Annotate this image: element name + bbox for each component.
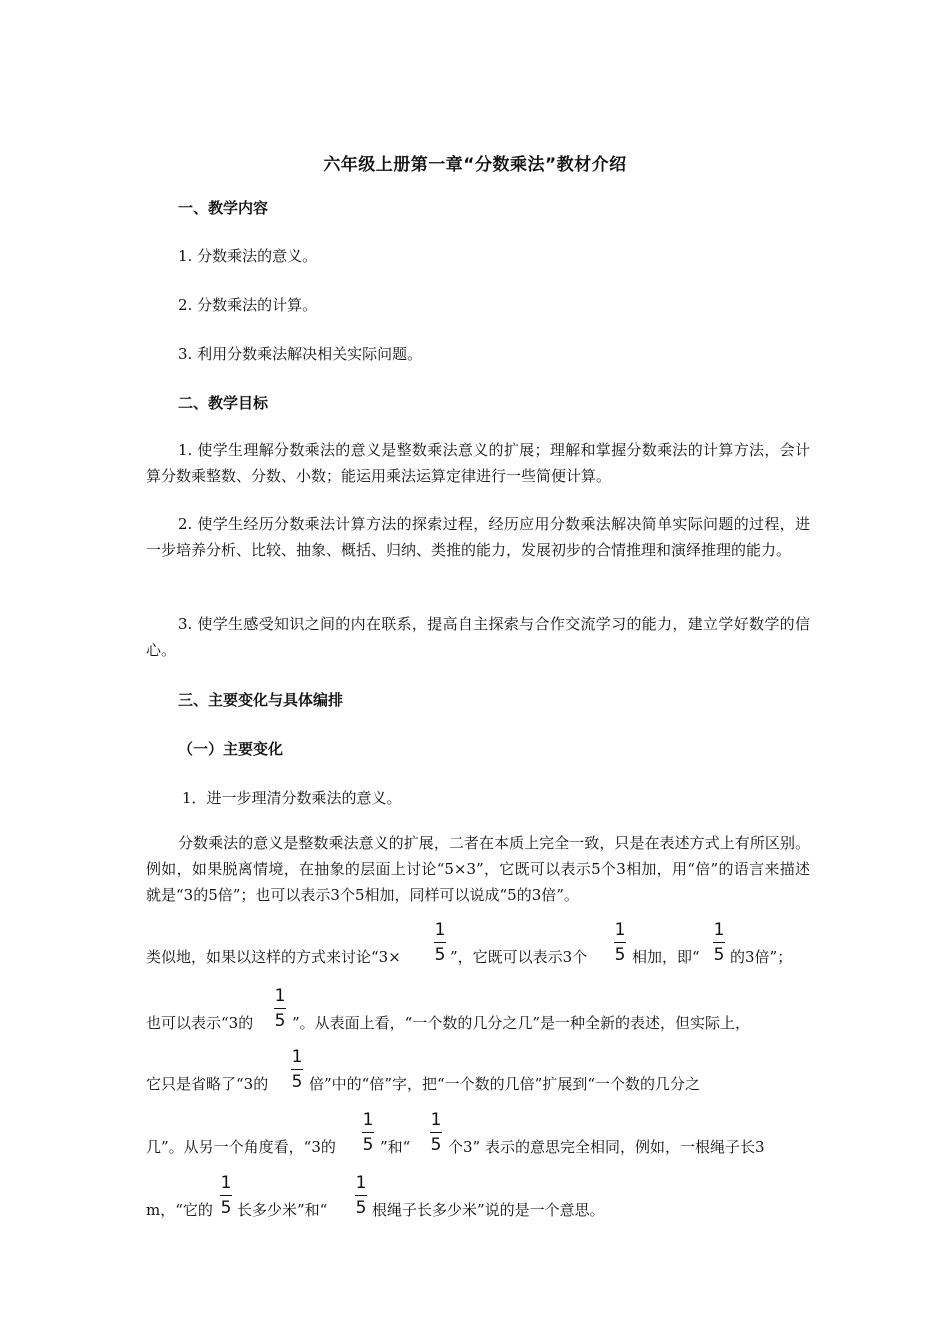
text-line-1b: ”，它既可以表示3个 <box>450 948 588 966</box>
text-line-4c: 个3” 表示的意思完全相同，例如，一根绳子长3 <box>448 1138 765 1156</box>
fraction-one-fifth: 1 5 <box>291 1047 303 1092</box>
text-line-5c: 根绳子长多少米”说的是一个意思。 <box>372 1201 605 1219</box>
fraction-one-fifth: 1 5 <box>713 920 725 965</box>
subsection-heading: （一）主要变化 <box>178 740 284 758</box>
change-item-1: 1．进一步理清分数乘法的意义。 <box>182 789 402 807</box>
fraction-one-fifth: 1 5 <box>614 920 626 965</box>
section-heading-goals: 二、教学目标 <box>178 394 269 412</box>
text-line-1d: 的3倍”； <box>730 948 793 966</box>
text-line-4a: 几”。从另一个角度看，“3的 <box>146 1138 336 1156</box>
text-line-5a: m，“它的 <box>146 1201 213 1219</box>
text-line-3a: 它只是省略了“3的 <box>146 1075 269 1093</box>
fraction-one-fifth: 1 5 <box>434 920 446 965</box>
content-item-3: 3. 利用分数乘法解决相关实际问题。 <box>178 345 423 363</box>
goal-paragraph-2: 2. 使学生经历分数乘法计算方法的探索过程，经历应用分数乘法解决简单实际问题的过程，进一步培养分析、比较、抽象、概括、归纳、类推的能力，发展初步的合情推理和演绎推理的能力。 <box>146 515 810 559</box>
text-line-1c: 相加，即“ <box>632 948 700 966</box>
fraction-one-fifth: 1 5 <box>430 1110 442 1155</box>
fraction-one-fifth: 1 5 <box>362 1110 374 1155</box>
text-line-2a: 也可以表示“3的 <box>146 1014 254 1032</box>
text-line-2b: ”。从表面上看，“一个数的几分之几”是一种全新的表述，但实际上， <box>292 1014 751 1032</box>
fraction-one-fifth: 1 5 <box>220 1173 232 1218</box>
meaning-paragraph: 分数乘法的意义是整数乘法意义的扩展，二者在本质上完全一致，只是在表述方式上有所区别。例如，如果脱离情境，在抽象的层面上讨论“5×3”，它既可以表示5个3相加，用“倍”的语言来描述就是“3的5倍”；也可以表示3个5相加，同样可以说成“5的3倍”。 <box>146 834 810 904</box>
text-line-3b: 倍”中的“倍”字，把“一个数的几倍”扩展到“一个数的几分之 <box>309 1075 701 1093</box>
goal-paragraph-3: 3. 使学生感受知识之间的内在联系，提高自主探索与合作交流学习的能力，建立学好数学的信心。 <box>146 615 810 659</box>
text-line-5b: 长多少米”和“ <box>237 1201 328 1219</box>
fraction-one-fifth: 1 5 <box>355 1173 367 1218</box>
section-heading-content: 一、教学内容 <box>178 199 269 217</box>
fraction-one-fifth: 1 5 <box>274 986 286 1031</box>
section-heading-changes: 三、主要变化与具体编排 <box>178 691 344 709</box>
text-line-1a: 类似地，如果以这样的方式来讨论“3× <box>146 948 401 966</box>
text-line-4b: ”和“ <box>380 1138 411 1156</box>
content-item-2: 2. 分数乘法的计算。 <box>178 296 318 314</box>
content-item-1: 1. 分数乘法的意义。 <box>178 247 318 265</box>
goal-paragraph-1: 1. 使学生理解分数乘法的意义是整数乘法意义的扩展；理解和掌握分数乘法的计算方法，会计算分数乘整数、分数、小数；能运用乘法运算定律进行一些简便计算。 <box>146 441 810 485</box>
page-title: 六年级上册第一章“分数乘法”教材介绍 <box>323 155 627 175</box>
